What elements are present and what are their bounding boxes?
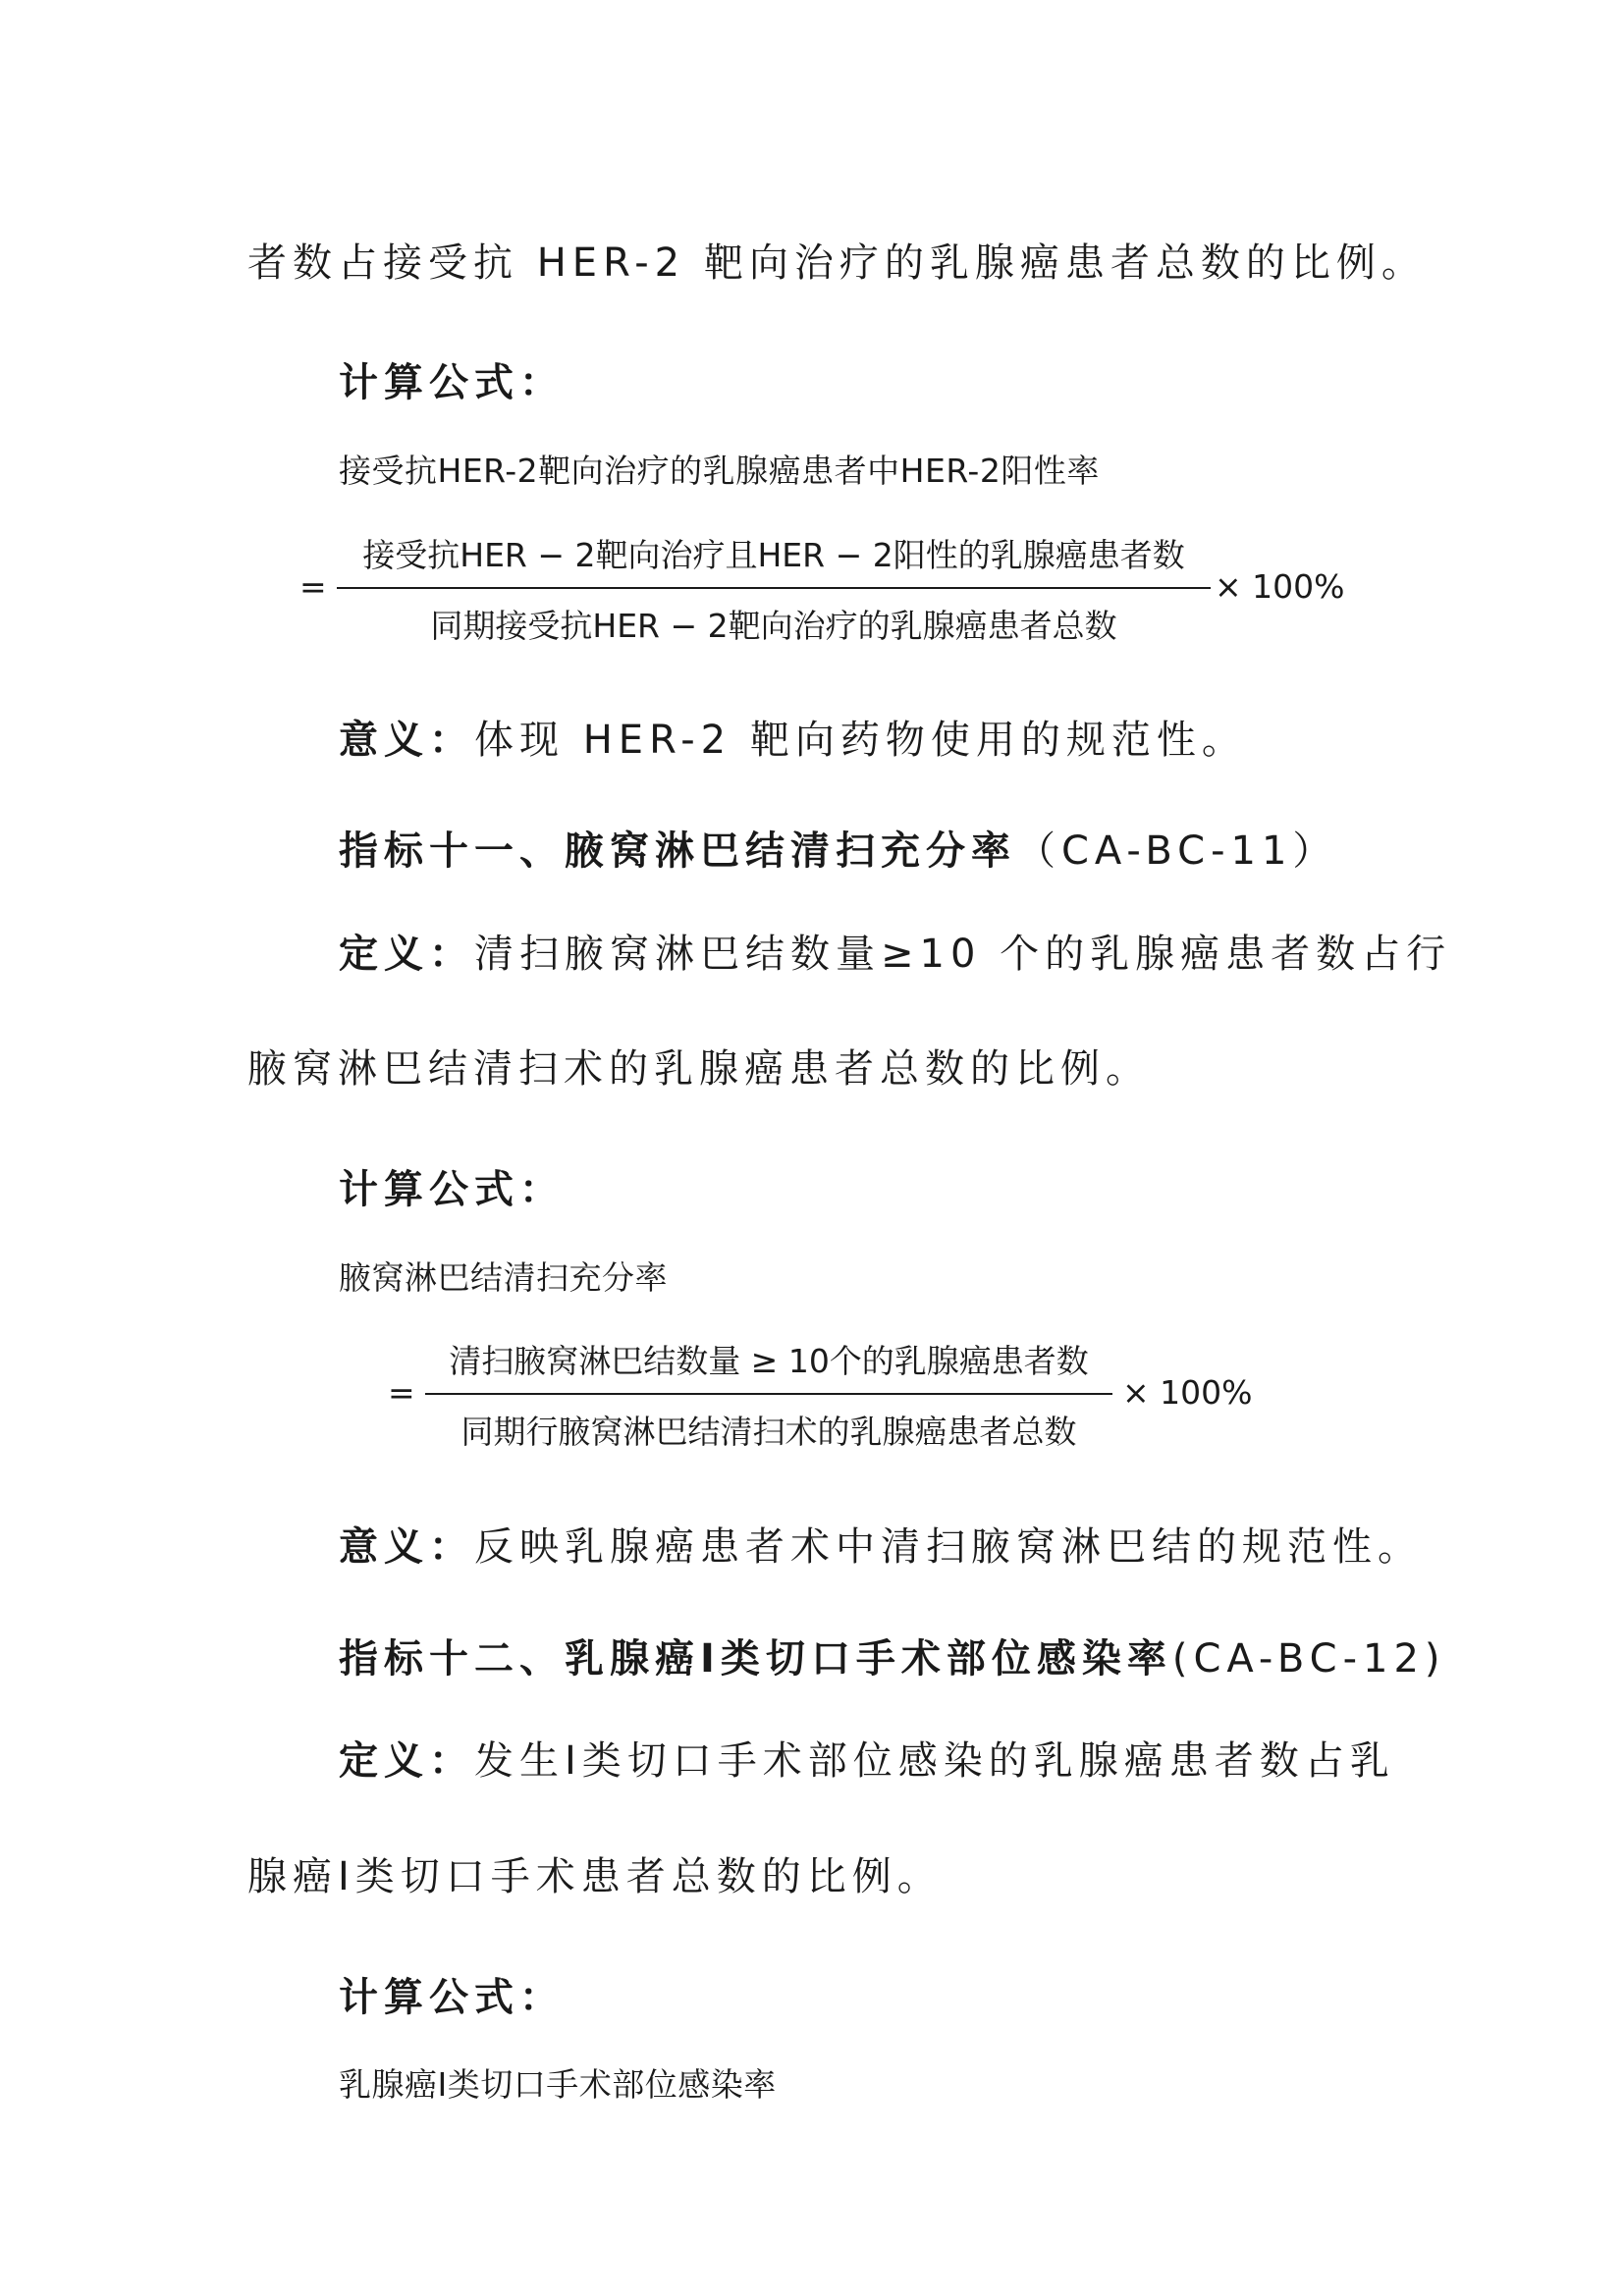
paragraph-line: 腋窝淋巴结清扫术的乳腺癌患者总数的比例。 xyxy=(247,1046,1151,1092)
equals-sign: = xyxy=(299,567,327,606)
formula-her2 xyxy=(299,530,1345,645)
formula-heading: 计算公式： xyxy=(339,1167,565,1212)
definition-text: 发生Ⅰ类切口手术部位感染的乳腺癌患者数占乳 xyxy=(474,1738,1395,1784)
formula-label: 乳腺癌Ⅰ类切口手术部位感染率 xyxy=(339,2065,777,2104)
definition-paragraph xyxy=(339,923,1451,979)
paragraph-line: 者数占接受抗 HER-2 靶向治疗的乳腺癌患者总数的比例。 xyxy=(247,240,1427,286)
indicator-title: 指标十二、乳腺癌Ⅰ类切口手术部位感染率 xyxy=(339,1636,1172,1682)
formula-heading: 计算公式： xyxy=(339,1975,565,2020)
indicator-code: (CA-BC-12) xyxy=(1171,1636,1446,1682)
definition-label: 定义： xyxy=(339,932,474,977)
multiplier: × 100% xyxy=(1122,1373,1253,1412)
paragraph-line: 腺癌Ⅰ类切口手术患者总数的比例。 xyxy=(247,1854,943,1899)
formula-heading: 计算公式： xyxy=(339,360,565,405)
definition-text: 清扫腋窝淋巴结数量≥10 个的乳腺癌患者数占行 xyxy=(474,932,1452,977)
fraction-bar xyxy=(425,1393,1112,1395)
meaning-label: 意义： xyxy=(339,1524,474,1570)
formula-label: 接受抗HER-2靶向治疗的乳腺癌患者中HER-2阳性率 xyxy=(339,452,1100,490)
indicator-heading xyxy=(339,820,1337,876)
fraction-bar xyxy=(337,587,1211,589)
formula-label: 腋窝淋巴结清扫充分率 xyxy=(339,1258,668,1297)
indicator-code: （CA-BC-11） xyxy=(1016,828,1338,874)
denominator: 同期接受抗HER − 2靶向治疗的乳腺癌患者总数 xyxy=(430,607,1117,645)
multiplier: × 100% xyxy=(1215,567,1345,606)
indicator-heading xyxy=(339,1628,1446,1683)
meaning-paragraph xyxy=(339,1516,1423,1572)
indicator-title: 指标十一、腋窝淋巴结清扫充分率 xyxy=(339,828,1016,874)
definition-label: 定义： xyxy=(339,1738,474,1784)
numerator: 清扫腋窝淋巴结数量 ≥ 10个的乳腺癌患者数 xyxy=(449,1342,1089,1380)
formula-axillary xyxy=(388,1336,1272,1449)
meaning-text: 反映乳腺癌患者术中清扫腋窝淋巴结的规范性。 xyxy=(474,1524,1423,1570)
meaning-paragraph xyxy=(339,709,1247,765)
definition-paragraph xyxy=(339,1730,1395,1786)
fraction xyxy=(425,1336,1112,1449)
equals-sign: = xyxy=(388,1373,415,1412)
meaning-text: 体现 HER-2 靶向药物使用的规范性。 xyxy=(474,718,1247,763)
meaning-label: 意义： xyxy=(339,718,474,763)
numerator: 接受抗HER − 2靶向治疗且HER − 2阳性的乳腺癌患者数 xyxy=(362,536,1185,574)
denominator: 同期行腋窝淋巴结清扫术的乳腺癌患者总数 xyxy=(460,1413,1077,1451)
